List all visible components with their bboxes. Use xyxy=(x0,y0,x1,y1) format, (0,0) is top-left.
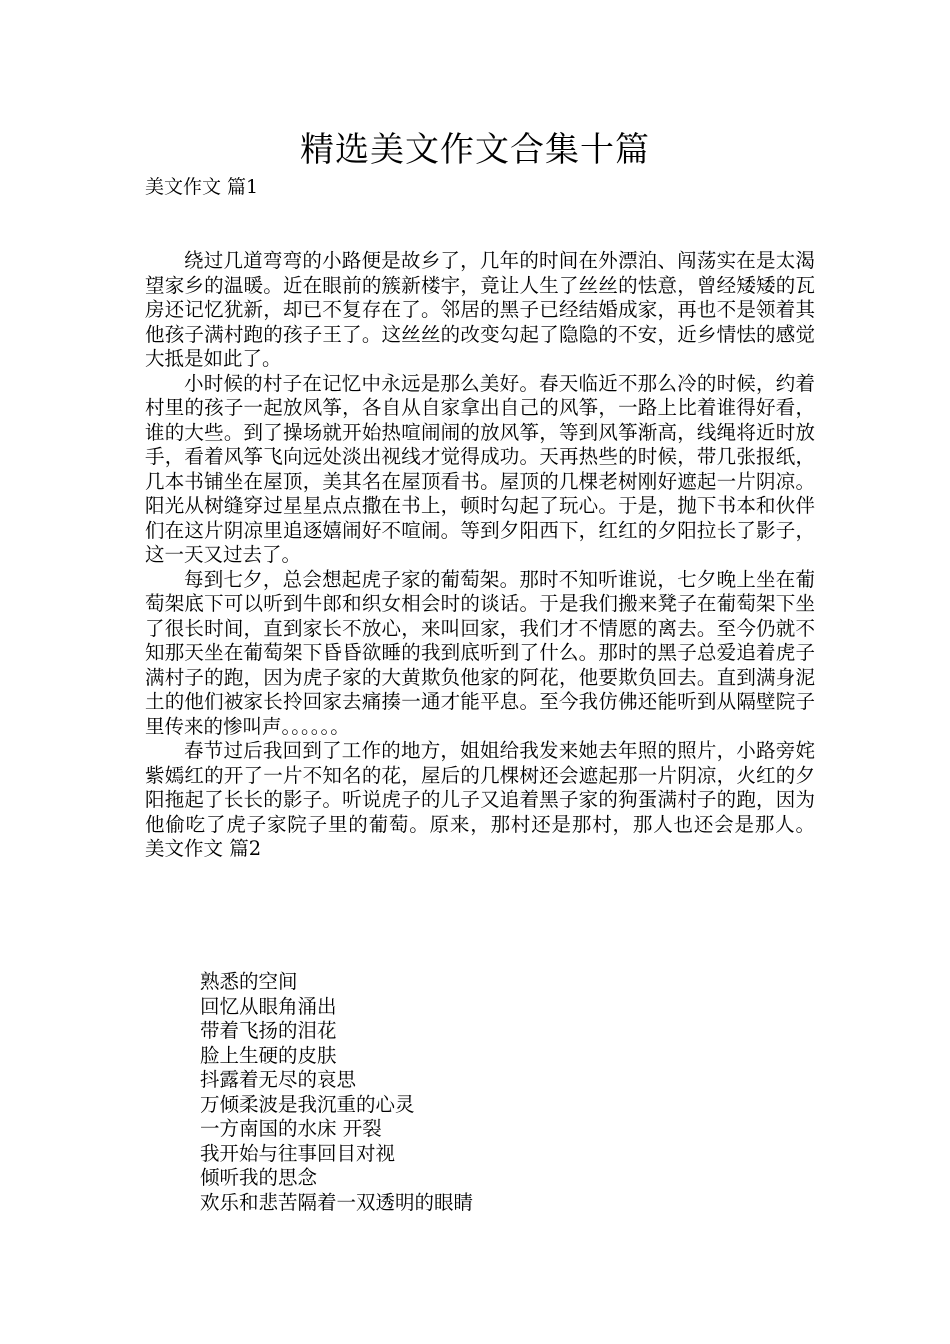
paragraph-text: 春节过后我回到了工作的地方，姐姐给我发来她去年照的照片，小路旁姹紫嫣红的开了一片不知名的花，屋后的几棵树还会遮起那一片阴凉，火红的夕阳拖起了长长的影子。听说虎子的儿子又追着黑子家的狗蛋满村子的跑，因为他偷吃了虎子家院子里的葡萄。原来，那村还是那村，那人也还会是那人。 xyxy=(145,739,815,836)
section-1-body xyxy=(145,249,815,862)
poem-line: 带着飞扬的泪花 xyxy=(200,1019,337,1042)
poem-line: 熟悉的空间 xyxy=(200,970,298,993)
document-title: 精选美文作文合集十篇 xyxy=(300,130,650,170)
section-heading-2: 美文作文 篇2 xyxy=(145,837,262,860)
poem-line: 脸上生硬的皮肤 xyxy=(200,1043,337,1067)
poem-line: 欢乐和悲苦隔着一双透明的眼睛 xyxy=(200,1190,474,1214)
paragraph: 每到七夕，总会想起虎子家的葡萄架。那时不知听谁说，七夕晚上坐在葡萄架底下可以听到牛郎和织女相会时的谈话。于是我们搬来凳子在葡萄架下坐了很长时间，直到家长不放心，来叫回家，我们才不情愿的离去。至今仍就不知那天坐在葡萄架下昏昏欲睡的我到底听到了什么。那时的黑子总爱追着虎子满村子的跑，因为虎子家的大黄欺负他家的阿花，他要欺负回去。直到满身泥土的他们被家长拎回家去痛揍一通才能平息。至今我仿佛还能听到从隔壁院子里传来的惨叫声。。。。。。 xyxy=(145,567,815,738)
section-heading-1: 美文作文 篇1 xyxy=(145,176,259,198)
poem-line: 我开始与往事回目对视 xyxy=(200,1141,396,1165)
paragraph-with-heading xyxy=(145,739,815,862)
poem-line: 倾听我的思念 xyxy=(200,1166,318,1189)
paragraph: 小时候的村子在记忆中永远是那么美好。春天临近不那么冷的时候，约着村里的孩子一起放风筝，各自从自家拿出自己的风筝，一路上比着谁得好看，谁的大些。到了操场就开始热喧闹闹的放风筝，等到风筝渐高，线绳将近时放手，看着风筝飞向远处淡出视线才觉得成功。天再热些的时候，带几张报纸，几本书铺坐在屋顶，美其名在屋顶看书。屋顶的几棵老树刚好遮起一片阴凉。阳光从树缝穿过星星点点撒在书上，顿时勾起了玩心。于是，抛下书本和伙伴们在这片阴凉里追逐嬉闹好不喧闹。等到夕阳西下，红红的夕阳拉长了影子，这一天又过去了。 xyxy=(145,371,815,566)
poem-line: 抖露着无尽的哀思 xyxy=(200,1068,357,1091)
poem xyxy=(200,970,473,1215)
paragraph: 绕过几道弯弯的小路便是故乡了，几年的时间在外漂泊、闯荡实在是太渴望家乡的温暖。近在眼前的簇新楼宇，竟让人生了丝丝的怯意，曾经矮矮的瓦房还记忆犹新，却已不复存在了。邻居的黑子已经结婚成家，再也不是领着其他孩子满村跑的孩子王了。这丝丝的改变勾起了隐隐的不安，近乡情怯的感觉大抵是如此了。 xyxy=(145,249,815,370)
poem-line: 万倾柔波是我沉重的心灵 xyxy=(200,1092,415,1116)
poem-line: 回忆从眼角涌出 xyxy=(200,994,337,1018)
poem-line: 一方南国的水床 开裂 xyxy=(200,1117,382,1140)
